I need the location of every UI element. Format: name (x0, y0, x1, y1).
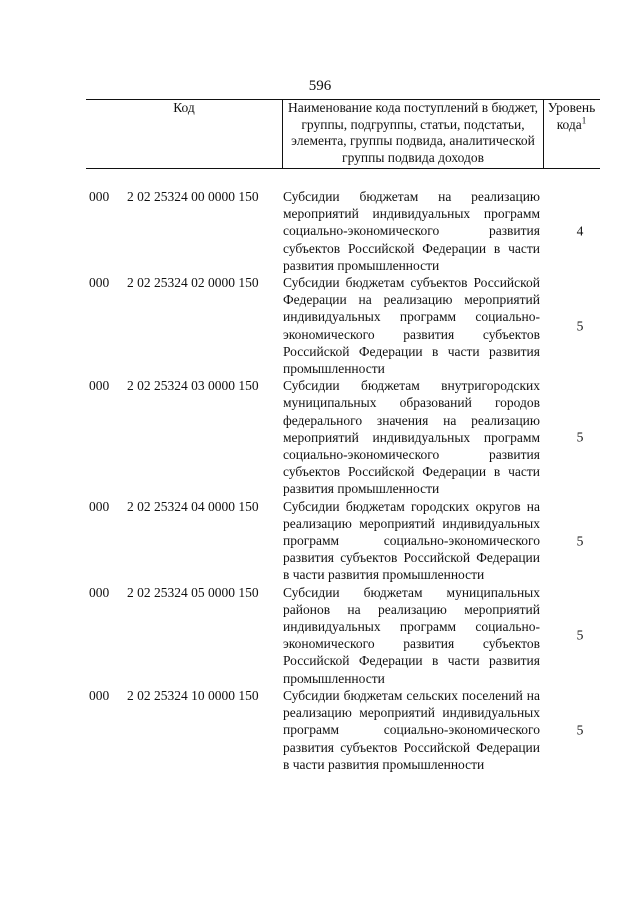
row-income-code: 2 02 25324 05 0000 150 (127, 584, 259, 600)
table-row (0, 377, 640, 497)
row-level: 5 (576, 533, 584, 549)
page-number: 596 (308, 78, 332, 94)
row-admin-code: 000 (89, 584, 110, 600)
table-row (0, 498, 640, 584)
row-level: 5 (576, 429, 584, 445)
table-body (0, 188, 640, 773)
row-level: 4 (576, 223, 584, 239)
row-level: 5 (576, 318, 584, 334)
table-row (0, 188, 640, 274)
row-level: 5 (576, 722, 584, 738)
row-admin-code: 000 (89, 687, 110, 703)
row-name: Субсидии бюджетам сельских поселений на реализацию мероприятий индивидуальных программ социально-экономического развития субъектов Российской Федерации в части развития промышленности (283, 687, 540, 772)
row-admin-code: 000 (89, 275, 110, 291)
row-name: Субсидии бюджетам внутригородских муниципальных образований городов федерального значения на реализацию мероприятий индивидуальных программ социально-экономического развития субъектов Российской Федерации в части развития промышленности (283, 378, 540, 497)
header-code: Код (173, 100, 195, 115)
header-level-label: Уровень кода (547, 100, 596, 132)
row-name: Субсидии бюджетам на реализацию мероприятий индивидуальных программ социально-экономического развития субъектов Российской Федерации в части развития промышленности (283, 189, 540, 273)
row-income-code: 2 02 25324 03 0000 150 (127, 378, 259, 394)
row-income-code: 2 02 25324 10 0000 150 (127, 687, 259, 703)
table-row (0, 274, 640, 377)
table-row (0, 687, 640, 773)
row-income-code: 2 02 25324 00 0000 150 (127, 189, 259, 204)
row-admin-code: 000 (89, 378, 110, 394)
row-admin-code: 000 (89, 498, 110, 514)
row-income-code: 2 02 25324 04 0000 150 (127, 498, 259, 514)
header-name: Наименование кода поступлений в бюджет, группы, подгруппы, статьи, подстатьи, элемента, группы подвида, аналитической группы подвида доходов (282, 100, 544, 168)
row-admin-code: 000 (89, 189, 110, 204)
header-level-footnote: 1 (581, 115, 587, 125)
table-header (86, 99, 600, 169)
header-level (543, 100, 600, 168)
row-name: Субсидии бюджетам городских округов на реализацию мероприятий индивидуальных программ социально-экономического развития субъектов Российской Федерации в части развития промышленности (283, 498, 540, 583)
row-name: Субсидии бюджетам субъектов Российской Федерации на реализацию мероприятий индивидуальных программ социально-экономического развития субъектов Российской Федерации в части развития промышленности (283, 275, 540, 377)
row-level: 5 (576, 627, 584, 643)
table-row (0, 584, 640, 687)
row-income-code: 2 02 25324 02 0000 150 (127, 275, 259, 291)
row-name: Субсидии бюджетам муниципальных районов на реализацию мероприятий индивидуальных программ социально-экономического развития субъектов Российской Федерации в части развития промышленности (283, 584, 540, 686)
